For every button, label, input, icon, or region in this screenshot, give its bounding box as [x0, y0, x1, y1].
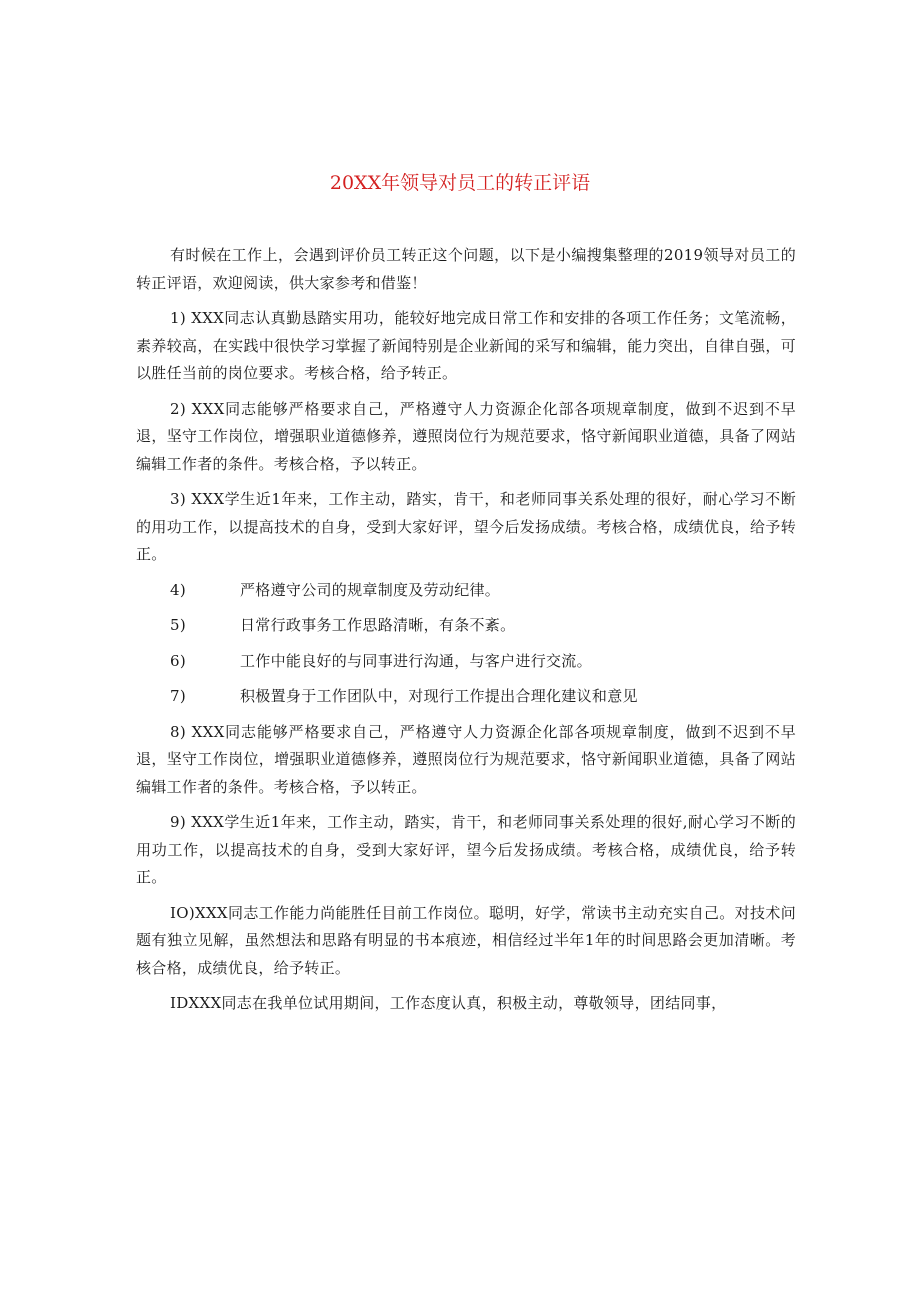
review-item-9: 9) XXX学生近1年来，工作主动，踏实，肯干，和老师同事关系处理的很好,耐心学习不断的用功工作，以提高技术的自身，受到大家好评，望今后发扬成绩。考核合格，成绩优良，给予转正。 — [136, 813, 796, 886]
item-number: 6) — [170, 651, 186, 670]
review-item-6 — [136, 648, 796, 676]
intro-paragraph: 有时候在工作上，会遇到评价员工转正这个问题，以下是小编搜集整理的2019领导对员工的转正评语，欢迎阅读，供大家参考和借鉴！ — [136, 246, 796, 292]
document-title: 20XX年领导对员工的转正评语 — [329, 172, 591, 194]
item-text: 工作中能良好的与同事进行沟通，与客户进行交流。 — [240, 651, 592, 670]
review-item-8: 8) XXX同志能够严格要求自己，严格遵守人力资源企化部各项规章制度，做到不迟到不早退，坚守工作岗位，增强职业道德修养，遵照岗位行为规范要求，恪守新闻职业道德，具备了网站编辑工作者的条件。考核合格，予以转正。 — [136, 722, 796, 796]
item-text: 积极置身于工作团队中，对现行工作提出合理化建议和意见 — [240, 687, 638, 705]
review-item-4 — [136, 577, 796, 605]
item-text: 日常行政事务工作思路清晰，有条不紊。 — [240, 616, 516, 634]
document-body — [136, 242, 796, 1026]
item-number: 4) — [170, 580, 186, 599]
review-item-10: IO)XXX同志工作能力尚能胜任目前工作岗位。聪明，好学，常读书主动充实自己。对技术问题有独立见解，虽然想法和思路有明显的书本痕迹，相信经过半年1年的时间思路会更加清晰。考核合格，成绩优良，给予转正。 — [136, 903, 796, 977]
review-item-2: 2) XXX同志能够严格要求自己，严格遵守人力资源企化部各项规章制度，做到不迟到不早退，坚守工作岗位，增强职业道德修养，遵照岗位行为规范要求，恪守新闻职业道德，具备了网站编辑工作者的条件。考核合格，予以转正。 — [136, 399, 796, 473]
item-number: 7) — [170, 687, 186, 705]
review-item-11: IDXXX同志在我单位试用期间，工作态度认真，积极主动，尊敬领导，团结同事， — [170, 994, 727, 1012]
item-number: 5) — [170, 616, 186, 634]
review-item-5 — [136, 612, 796, 640]
review-item-3: 3) XXX学生近1年来，工作主动，踏实，肯干，和老师同事关系处理的很好，耐心学习不断的用功工作，以提高技术的自身，受到大家好评，望今后发扬成绩。考核合格，成绩优良，给予转正。 — [136, 490, 796, 563]
review-item-1: 1) XXX同志认真勤恳踏实用功，能较好地完成日常工作和安排的各项工作任务；文笔流畅，素养较高，在实践中很快学习掌握了新闻特别是企业新闻的采写和编辑，能力突出，自律自强，可以胜任当前的岗位要求。考核合格，给予转正。 — [136, 309, 796, 382]
item-text: 严格遵守公司的规章制度及劳动纪律。 — [240, 580, 501, 599]
review-item-7 — [136, 683, 796, 711]
